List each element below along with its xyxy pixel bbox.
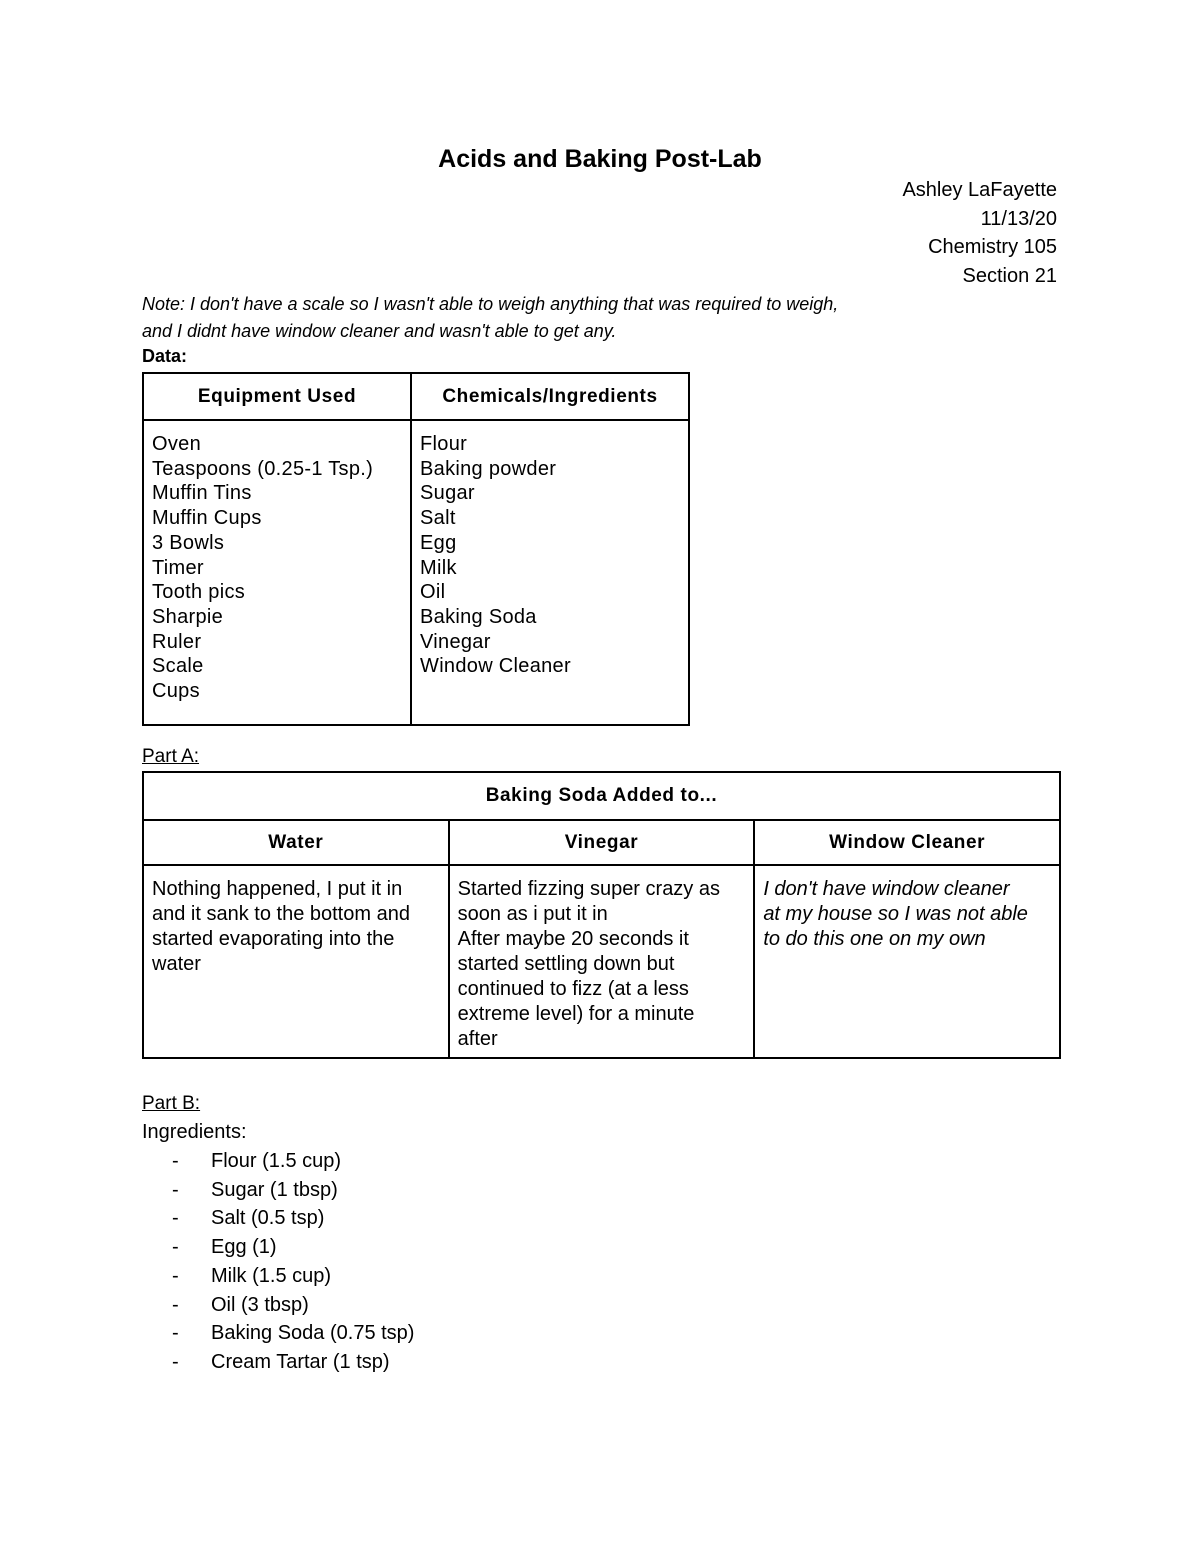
result-line: continued to fizz (at a less — [457, 978, 689, 1000]
chemical-item: Sugar — [420, 482, 475, 505]
result-line: Nothing happened, I put it in — [152, 878, 403, 900]
result-line: extreme level) for a minute — [457, 1003, 695, 1025]
document-title: Acids and Baking Post-Lab — [438, 145, 762, 173]
equipment-item: Timer — [152, 556, 204, 579]
ingredients-list — [172, 1147, 414, 1377]
equipment-item: Muffin Cups — [152, 507, 262, 530]
course-name: Chemistry 105 — [928, 236, 1057, 258]
equipment-item: Sharpie — [152, 605, 224, 628]
ingredient-text: Milk (1.5 cup) — [211, 1264, 332, 1287]
equipment-list-cell — [143, 420, 411, 725]
bullet-dash: - — [172, 1350, 179, 1373]
equipment-item: Scale — [152, 655, 204, 678]
bullet-dash: - — [172, 1264, 179, 1287]
equipment-item: Ruler — [152, 630, 202, 653]
equipment-item: Tooth pics — [152, 581, 246, 604]
chemical-item: Baking Soda — [420, 605, 537, 628]
chemicals-list-cell — [411, 420, 689, 725]
bullet-dash: - — [172, 1236, 179, 1259]
ingredient-text: Egg (1) — [211, 1236, 277, 1259]
equipment-item: Muffin Tins — [152, 482, 252, 505]
result-line: at my house so I was not able — [763, 903, 1028, 925]
results-table-title: Baking Soda Added to... — [143, 772, 1060, 820]
bullet-dash: - — [172, 1293, 179, 1316]
window-cleaner-column-header: Window Cleaner — [754, 820, 1060, 865]
list-item — [172, 1348, 414, 1377]
chemical-item: Salt — [420, 507, 456, 530]
chemical-item: Oil — [420, 581, 446, 604]
list-item — [172, 1147, 414, 1176]
list-item — [172, 1319, 414, 1348]
equipment-chemicals-table — [142, 372, 690, 726]
result-line: I don't have window cleaner — [763, 878, 1010, 900]
chemicals-header: Chemicals/Ingredients — [411, 373, 689, 420]
result-line: after — [457, 1028, 498, 1050]
ingredients-heading: Ingredients: — [142, 1121, 247, 1143]
list-item — [172, 1291, 414, 1320]
list-item — [172, 1262, 414, 1291]
data-heading: Data: — [142, 346, 188, 366]
ingredient-text: Sugar (1 tbsp) — [211, 1178, 338, 1201]
chemical-item: Baking powder — [420, 457, 557, 480]
author-block — [902, 176, 1057, 290]
result-line: Started fizzing super crazy as — [457, 878, 720, 900]
bullet-dash: - — [172, 1207, 179, 1230]
list-item — [172, 1204, 414, 1233]
note-paragraph — [142, 291, 1042, 345]
document-date: 11/13/20 — [980, 207, 1057, 230]
ingredient-text: Oil (3 tbsp) — [211, 1293, 309, 1316]
water-result-cell — [143, 865, 449, 1058]
result-line: After maybe 20 seconds it — [457, 928, 689, 950]
part-b-heading: Part B: — [142, 1093, 201, 1114]
window-cleaner-result-cell — [754, 865, 1060, 1058]
chemical-item: Window Cleaner — [420, 655, 571, 678]
bullet-dash: - — [172, 1150, 179, 1172]
bullet-dash: - — [172, 1178, 179, 1201]
vinegar-result-cell — [449, 865, 755, 1058]
result-line: water — [152, 953, 201, 975]
equipment-header: Equipment Used — [143, 373, 411, 420]
part-a-heading: Part A: — [142, 746, 200, 767]
water-column-header: Water — [143, 820, 449, 865]
equipment-item: 3 Bowls — [152, 531, 225, 554]
note-line: Note: I don't have a scale so I wasn't able to weigh anything that was required to weigh, — [142, 294, 839, 314]
equipment-item: Teaspoons (0.25-1 Tsp.) — [152, 457, 374, 480]
ingredient-text: Salt (0.5 tsp) — [211, 1207, 325, 1230]
result-line: started evaporating into the — [152, 928, 395, 950]
note-line: and I didnt have window cleaner and wasn't able to get any. — [142, 321, 617, 341]
vinegar-column-header: Vinegar — [449, 820, 755, 865]
section-number: Section 21 — [962, 264, 1057, 287]
bullet-dash: - — [172, 1322, 179, 1345]
result-line: started settling down but — [457, 953, 675, 975]
author-name: Ashley LaFayette — [902, 179, 1057, 201]
list-item — [172, 1176, 414, 1205]
chemical-item: Milk — [420, 556, 457, 579]
list-item — [172, 1233, 414, 1262]
result-line: and it sank to the bottom and — [152, 903, 410, 925]
ingredient-text: Cream Tartar (1 tsp) — [211, 1350, 390, 1373]
equipment-item: Cups — [152, 680, 200, 703]
chemical-item: Egg — [420, 531, 457, 554]
chemical-item: Flour — [420, 433, 468, 455]
equipment-item: Oven — [152, 433, 202, 455]
ingredient-text: Baking Soda (0.75 tsp) — [211, 1322, 415, 1345]
result-line: to do this one on my own — [763, 928, 986, 950]
result-line: soon as i put it in — [457, 903, 608, 925]
chemical-item: Vinegar — [420, 630, 491, 653]
baking-soda-results-table — [142, 771, 1061, 1059]
ingredient-text: Flour (1.5 cup) — [211, 1150, 342, 1172]
